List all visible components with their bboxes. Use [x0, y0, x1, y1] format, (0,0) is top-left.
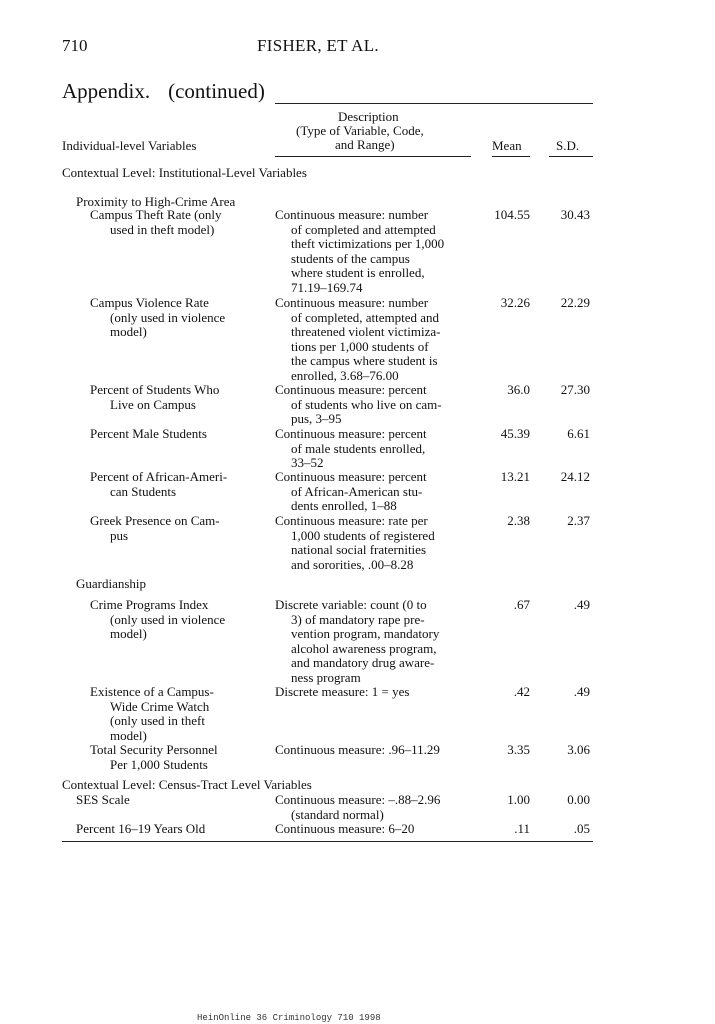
sd-value: .05 — [573, 821, 590, 836]
variable-description: Continuous measure: rate per — [275, 513, 428, 528]
sd-value: 6.61 — [567, 426, 590, 441]
variable-description: and mandatory drug aware- — [291, 655, 435, 671]
sd-value: 30.43 — [560, 207, 590, 222]
variable-description: Continuous measure: percent — [275, 426, 427, 441]
mean-value: 36.0 — [507, 382, 530, 397]
mean-value: .67 — [513, 597, 530, 612]
variable-description: dents enrolled, 1–88 — [291, 498, 397, 514]
sd-value: .49 — [573, 684, 590, 699]
variable-description: 3) of mandatory rape pre- — [291, 611, 425, 627]
mean-value: .42 — [513, 684, 530, 699]
sd-value: 3.06 — [567, 742, 590, 757]
variable-name: model) — [110, 324, 147, 340]
header-description-line3: and Range) — [335, 137, 395, 152]
variable-description: students of the campus — [291, 250, 410, 266]
section-heading-census-tract: Contextual Level: Census-Tract Level Variables — [62, 777, 312, 792]
variable-description: Discrete variable: count (0 to — [275, 597, 427, 612]
variable-description: theft victimizations per 1,000 — [291, 236, 445, 252]
variable-description: the campus where student is — [291, 353, 438, 369]
sd-value: 24.12 — [560, 469, 590, 484]
header-rule-sd — [549, 156, 593, 157]
variable-description: pus, 3–95 — [291, 411, 342, 427]
sd-value: 2.37 — [567, 513, 590, 528]
variable-description: threatened violent victimiza- — [291, 324, 441, 340]
variable-description: of completed, attempted and — [291, 309, 440, 325]
variable-description: Continuous measure: number — [275, 295, 429, 310]
mean-value: 32.26 — [500, 295, 530, 310]
variable-description: (standard normal) — [291, 806, 384, 822]
variable-description: alcohol awareness program, — [291, 640, 437, 656]
group-heading-proximity: Proximity to High-Crime Area — [76, 194, 236, 209]
variable-description: where student is enrolled, — [291, 265, 425, 281]
variable-name: Campus Violence Rate — [90, 295, 209, 310]
variable-description: and sororities, .00–8.28 — [291, 556, 414, 572]
mean-value: 1.00 — [507, 792, 530, 807]
variable-description: 71.19–169.74 — [291, 280, 363, 295]
sd-value: 0.00 — [567, 792, 590, 807]
variable-description: Continuous measure: number — [275, 207, 429, 222]
variable-name: can Students — [110, 483, 177, 499]
section-heading-institutional: Contextual Level: Institutional-Level Variables — [62, 165, 307, 180]
variable-name: pus — [110, 527, 129, 543]
appendix-heading — [62, 79, 265, 104]
variable-description: enrolled, 3.68–76.00 — [291, 368, 399, 383]
header-rule-description — [275, 156, 471, 157]
variable-name: model) — [110, 727, 147, 743]
appendix-continued: (continued) — [168, 79, 265, 103]
variable-description: 1,000 students of registered — [291, 527, 435, 543]
variable-name: Live on Campus — [110, 396, 196, 412]
variable-description: Continuous measure: percent — [275, 469, 427, 484]
header-variables: Individual-level Variables — [62, 138, 197, 153]
variable-name: Per 1,000 Students — [110, 756, 208, 772]
variable-name: SES Scale — [76, 792, 130, 807]
variable-name: Percent of Students Who — [90, 382, 220, 397]
mean-value: 13.21 — [500, 469, 530, 484]
header-description-line2: (Type of Variable, Code, — [296, 123, 424, 138]
variable-name: Percent 16–19 Years Old — [76, 821, 206, 836]
header-mean: Mean — [492, 138, 522, 153]
sd-value: 22.29 — [560, 295, 590, 310]
sd-value: .49 — [573, 597, 590, 612]
mean-value: 45.39 — [500, 426, 530, 441]
table-top-rule — [275, 103, 593, 104]
variable-description: ness program — [291, 670, 361, 685]
header-rule-mean — [492, 156, 530, 157]
appendix-label: Appendix. — [62, 79, 151, 103]
table-bottom-rule — [62, 841, 593, 842]
variable-description: tions per 1,000 students of — [291, 338, 429, 354]
variable-name: (only used in violence — [110, 611, 226, 627]
variable-name: model) — [110, 626, 147, 642]
variable-name: Wide Crime Watch — [110, 698, 210, 714]
variable-name: Percent of African-Ameri- — [90, 469, 228, 484]
sd-value: 27.30 — [560, 382, 590, 397]
variable-description: of male students enrolled, — [291, 440, 426, 456]
variable-name: Existence of a Campus- — [90, 684, 214, 699]
variable-description: of African-American stu- — [291, 483, 423, 499]
group-heading-guardianship: Guardianship — [76, 576, 147, 591]
variable-description: national social fraternities — [291, 542, 427, 558]
variable-description: vention program, mandatory — [291, 626, 440, 642]
variable-description: Continuous measure: 6–20 — [275, 821, 415, 836]
variable-name: (only used in violence — [110, 309, 226, 325]
header-description-line1: Description — [338, 109, 399, 124]
header-sd: S.D. — [556, 138, 580, 153]
variable-description: Continuous measure: –.88–2.96 — [275, 792, 441, 807]
variable-description: of students who live on cam- — [291, 396, 442, 412]
mean-value: 2.38 — [507, 513, 530, 528]
variable-name: Campus Theft Rate (only — [90, 207, 222, 222]
footer-source-line: HeinOnline 36 Criminology 710 1998 — [197, 1013, 381, 1023]
variable-description: Discrete measure: 1 = yes — [275, 684, 410, 699]
variable-name: Greek Presence on Cam- — [90, 513, 220, 528]
variable-description: of completed and attempted — [291, 221, 436, 237]
variable-description: Continuous measure: .96–11.29 — [275, 742, 440, 757]
page-number: 710 — [62, 36, 88, 55]
variable-name: used in theft model) — [110, 221, 215, 237]
mean-value: .11 — [514, 821, 530, 836]
variable-name: Crime Programs Index — [90, 597, 209, 612]
variable-description: 33–52 — [291, 455, 324, 471]
variable-description: Continuous measure: percent — [275, 382, 427, 397]
mean-value: 104.55 — [494, 207, 530, 222]
variable-name: Percent Male Students — [90, 426, 207, 441]
mean-value: 3.35 — [507, 742, 530, 757]
running-head: FISHER, ET AL. — [257, 36, 379, 55]
variable-name: Total Security Personnel — [90, 742, 218, 757]
variable-name: (only used in theft — [110, 713, 205, 729]
